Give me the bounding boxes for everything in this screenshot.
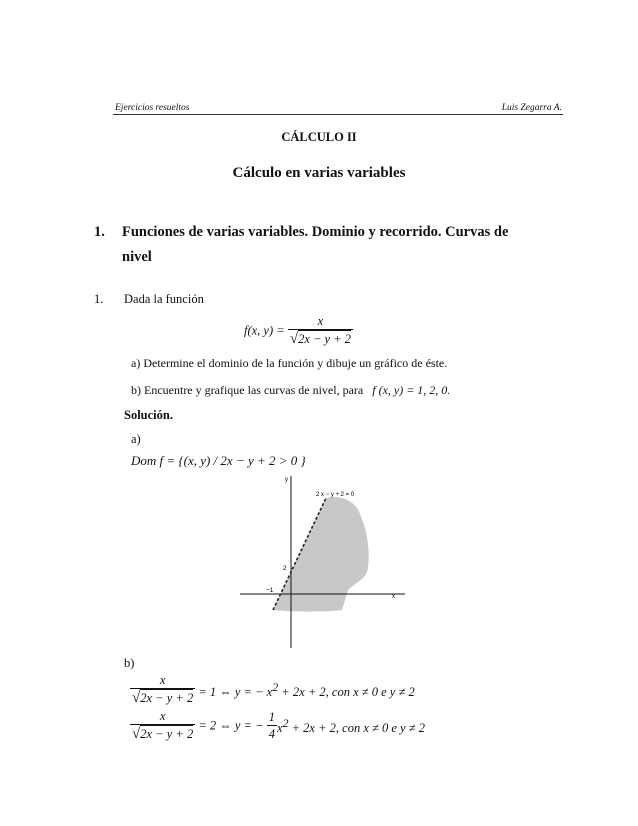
eq2-rhs-b: x bbox=[276, 721, 283, 736]
eq2-rhs-c: + 2x + 2, con x ≠ 0 e y ≠ 2 bbox=[288, 721, 425, 736]
eq2-coefficient bbox=[267, 710, 277, 742]
function-denominator: √2x − y + 2 bbox=[289, 331, 352, 347]
section-number: 1. bbox=[94, 224, 105, 240]
eq2-fraction bbox=[130, 709, 195, 743]
function-radicand: 2x − y + 2 bbox=[298, 332, 352, 346]
level-curve-2 bbox=[130, 709, 425, 743]
tick-label-x: −1 bbox=[266, 587, 274, 594]
boundary-line-label: 2 x − y + 2 = 0 bbox=[316, 492, 355, 498]
eq1-rhs bbox=[198, 679, 415, 700]
function-definition bbox=[244, 314, 353, 348]
eq2-rhs bbox=[276, 715, 425, 736]
eq1-rhs-b: + 2x + 2, con x ≠ 0 e y ≠ 2 bbox=[278, 685, 415, 700]
domain-figure bbox=[230, 470, 420, 656]
eq2-exponent: 2 bbox=[282, 715, 289, 730]
exercise-number: 1. bbox=[94, 292, 104, 306]
header-right: Luis Zegarra A. bbox=[501, 103, 562, 113]
section-text: Funciones de varias variables. Dominio y recorrido. Curvas de nivel bbox=[122, 224, 509, 265]
domain-expression: Dom f = {(x, y) / 2x − y + 2 > 0 } bbox=[131, 453, 306, 468]
eq1-exponent: 2 bbox=[272, 679, 279, 694]
exercise-statement: Dada la función bbox=[124, 292, 204, 306]
function-fraction bbox=[288, 314, 353, 348]
x-axis-label: x bbox=[392, 594, 395, 600]
solution-label: Solución. bbox=[124, 408, 173, 422]
function-lhs: f(x, y) = bbox=[244, 323, 285, 338]
page-subtitle: Cálculo en varias variables bbox=[232, 165, 406, 181]
eq2-coef-den: 4 bbox=[268, 727, 275, 741]
eq1-radicand: 2x − y + 2 bbox=[140, 691, 194, 705]
page-title: CÁLCULO II bbox=[281, 130, 357, 144]
header-rule bbox=[113, 114, 563, 115]
function-numerator: x bbox=[317, 314, 324, 328]
eq2-radicand: 2x − y + 2 bbox=[140, 727, 194, 741]
part-b-math: f (x, y) = 1, 2, 0. bbox=[372, 383, 451, 397]
eq1-denominator: √2x − y + 2 bbox=[132, 690, 194, 706]
y-axis-label: y bbox=[285, 477, 288, 483]
eq2-numerator: x bbox=[159, 709, 166, 723]
eq1-numerator: x bbox=[159, 673, 166, 687]
part-b-text: b) Encuentre y grafique las curvas de nivel, para bbox=[131, 383, 364, 397]
part-a: a) Determine el dominio de la función y dibuje un gráfico de éste. bbox=[131, 356, 448, 370]
eq1-rhs-a: = 1 ⇔ y = − x bbox=[198, 685, 273, 700]
header-left: Ejercicios resueltos bbox=[115, 103, 190, 113]
solution-a-label: a) bbox=[131, 432, 141, 446]
level-curve-1 bbox=[130, 673, 415, 707]
tick-label-y: 2 bbox=[283, 565, 287, 572]
part-b bbox=[131, 383, 450, 398]
eq1-fraction bbox=[130, 673, 195, 707]
eq2-coef-num: 1 bbox=[268, 710, 275, 724]
solution-b-label: b) bbox=[124, 656, 135, 670]
eq2-denominator: √2x − y + 2 bbox=[132, 726, 194, 742]
eq2-rhs-a: = 2 ⇔ y = − bbox=[198, 718, 264, 733]
